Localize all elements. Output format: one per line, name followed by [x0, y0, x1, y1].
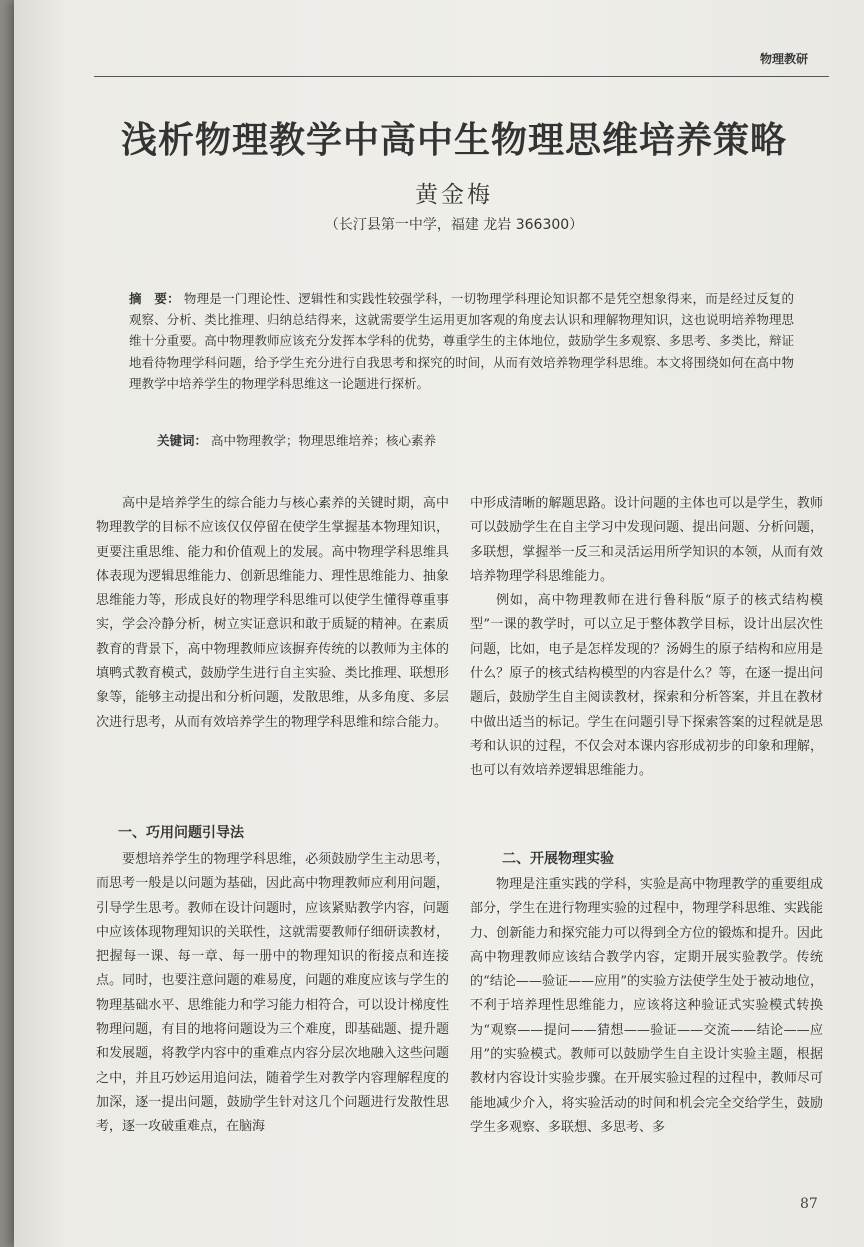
- author-name: 黄金梅: [415, 182, 493, 208]
- page-number: 87: [800, 1196, 818, 1212]
- left-column-section1: [96, 848, 449, 1140]
- journal-page: [14, 0, 864, 1247]
- keywords: [157, 430, 797, 452]
- intro-paragraph: 高中是培养学生的综合能力与核心素养的关键时期，高中物理教学的目标不应该仅仅停留在使学生掌握基本物理知识，更要注重思维、能力和价值观上的发展。高中物理学科思维具体表现为逻辑思维能力、创新思维能力、理性思维能力、抽象思维能力等，形成良好的物理学科思维可以使学生懂得尊重事实，学会冷静分析，树立实证意识和敢于质疑的精神。在素质教育的背景下，高中物理教师应该摒弃传统的以教师为主体的填鸭式教育模式，鼓励学生进行自主实验、类比推理、联想形象等，能够主动提出和分析问题，发散思维，从多角度、多层次进行思考，从而有效培养学生的物理学科思维和综合能力。: [96, 496, 449, 730]
- abstract-text: 物理是一门理论性、逻辑性和实践性较强学科，一切物理学科理论知识都不是凭空想象得来，而是经过反复的观察、分析、类比推理、归纳总结得来，这就需要学生运用更加客观的角度去认识和理解物理知识，这也说明培养物理思维十分重要。高中物理教师应该充分发挥本学科的优势，尊重学生的主体地位，鼓励学生多观察、多思考、多类比，辩证地看待物理学科问题，给予学生充分进行自我思考和探究的时间，从而有效培养物理学科思维。本文将围绕如何在高中物理教学中培养学生的物理学科思维这一论题进行探析。: [129, 291, 794, 391]
- section2-paragraph-1: 物理是注重实践的学科，实验是高中物理教学的重要组成部分，学生在进行物理实验的过程中，物理学科思维、实践能力、创新能力和探究能力可以得到全方位的锻炼和提升。因此高中物理教师应该结合教学内容，定期开展实验教学。传统的“结论——验证——应用”的实验方法使学生处于被动地位，不利于培养理性思维能力，应该将这种验证式实验模式转换为“观察——提问——猜想——验证——交流——结论——应用”的实验模式。教师可以鼓励学生自主设计实验主题，根据教材内容设计实验步骤。在开展实验过程的过程中，教师尽可能地减少介入，将实验活动的时间和机会完全交给学生，鼓励学生多观察、多联想、多思考、多: [470, 877, 823, 1135]
- section1-paragraph-2: 例如，高中物理教师在进行鲁科版“原子的核式结构模型”一课的教学时，可以立足于整体教学目标，设计出层次性问题，比如，电子是怎样发现的？汤姆生的原子结构和应用是什么？原子的核式结构模型的内容是什么？等，在逐一提出问题后，鼓励学生自主阅读教材，探索和分析答案，并且在教材中做出适当的标记。学生在问题引导下探索答案的过程就是思考和认识的过程，不仅会对本课内容形成初步的印象和理解，也可以有效培养逻辑思维能力。: [470, 593, 823, 779]
- abstract-label: 摘 要：: [129, 291, 180, 306]
- author-affiliation: （长汀县第一中学，福建 龙岩 366300）: [324, 217, 584, 233]
- section1-heading: 一、巧用问题引导法: [118, 825, 244, 841]
- section1-paragraph-1: 要想培养学生的物理学科思维，必须鼓励学生主动思考，而思考一般是以问题为基础，因此高中物理教师应利用问题，引导学生思考。教师在设计问题时，应该紧贴教学内容，问题中应该体现物理知识的关联性，这就需要教师仔细研读教材，把握每一课、每一章、每一册中的物理知识的衔接点和连接点。同时，也要注意问题的难易度，问题的难度应该与学生的物理基础水平、思维能力和学习能力相符合，可以设计梯度性物理问题，有目的地将问题设为三个难度，即基础题、提升题和发展题，将教学内容中的重难点内容分层次地融入这些问题之中，并且巧妙运用追问法，随着学生对教学内容理解程度的加深，逐一提出问题，鼓励学生针对这几个问题进行发散性思考，逐一攻破重难点，在脑海: [96, 852, 449, 1135]
- section1-paragraph-1-continued: 中形成清晰的解题思路。设计问题的主体也可以是学生，教师可以鼓励学生在自主学习中发现问题、提出问题、分析问题，多联想，掌握举一反三和灵活运用所学知识的本领，从而有效培养物理学科思维能力。: [470, 496, 823, 584]
- keywords-text: 高中物理教学；物理思维培养；核心素养: [211, 433, 437, 448]
- left-column-intro: [96, 492, 449, 735]
- abstract: [129, 288, 794, 394]
- header-rule: [94, 76, 829, 77]
- section2-heading: 二、开展物理实验: [502, 851, 614, 867]
- keywords-label: 关键词：: [157, 433, 208, 448]
- article-title: 浅析物理教学中高中生物理思维培养策略: [120, 120, 787, 161]
- section-tag: 物理教研: [760, 52, 809, 66]
- right-column-top: [470, 492, 823, 784]
- right-column-section2: [470, 873, 823, 1140]
